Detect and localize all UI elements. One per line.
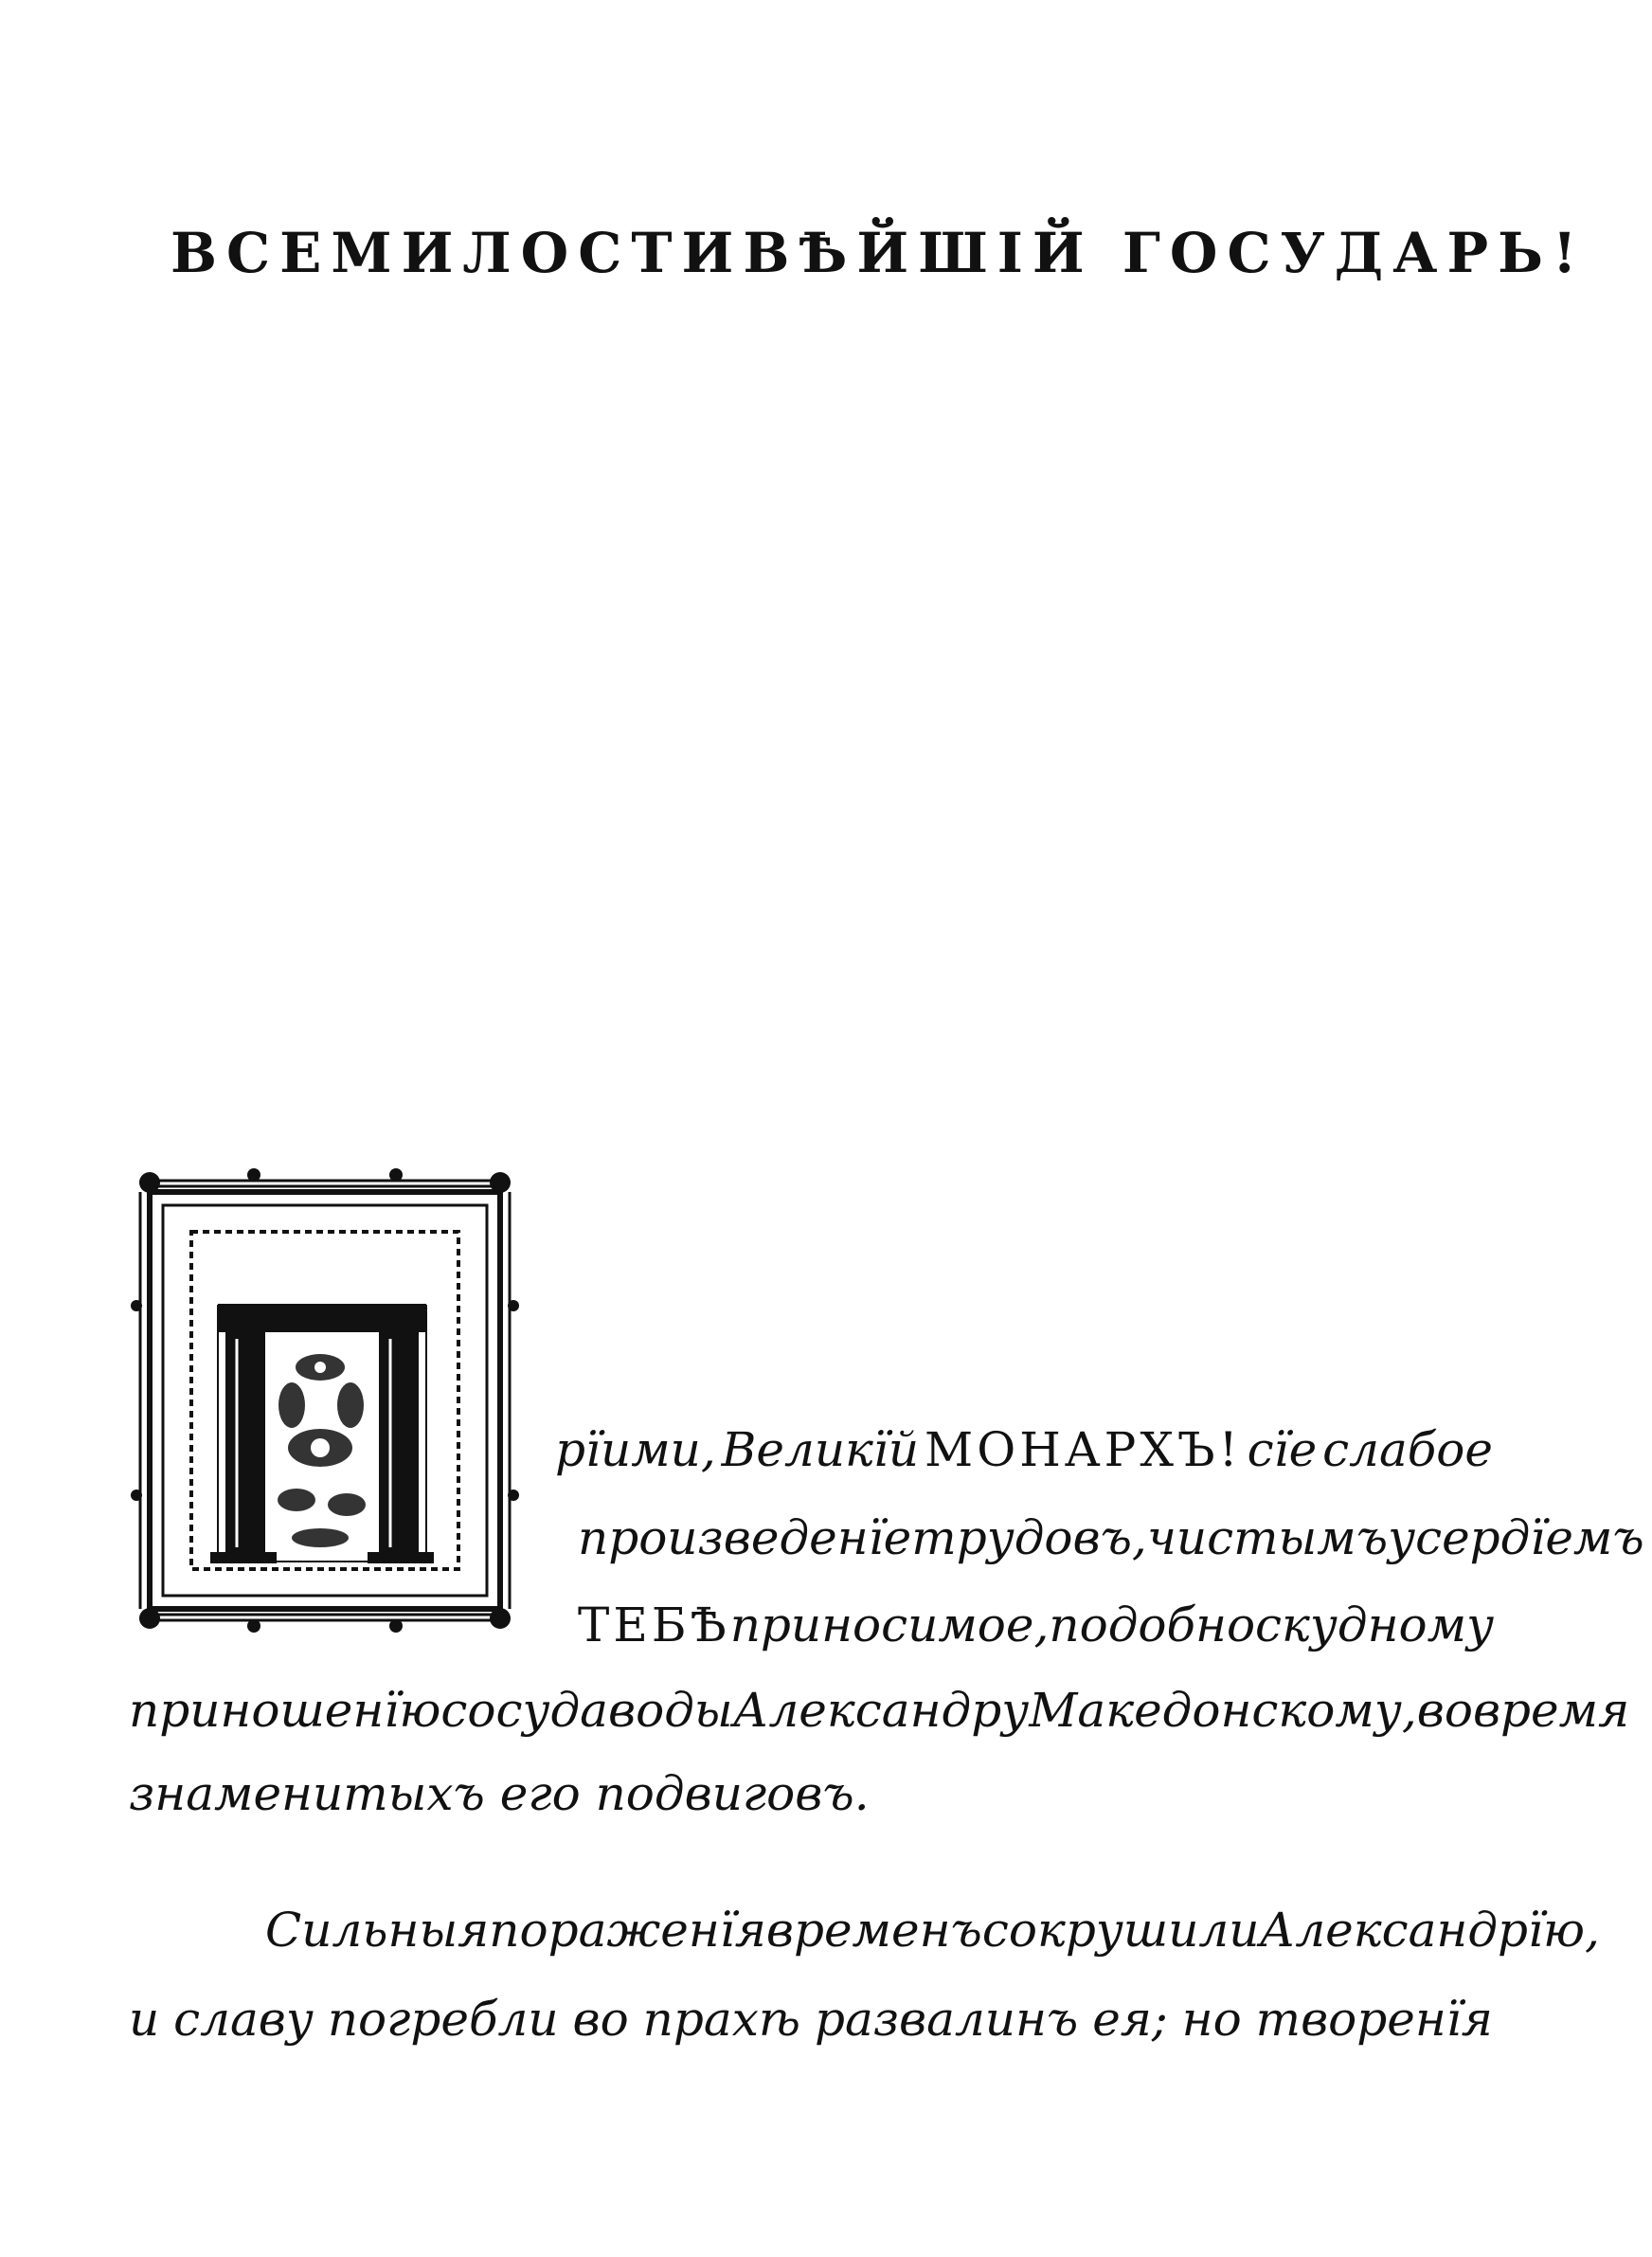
- word: Македонскому,: [1029, 1683, 1417, 1738]
- word: во: [1416, 1683, 1473, 1738]
- word: приношенïю: [129, 1683, 441, 1738]
- word: рïими,: [555, 1422, 716, 1477]
- text-line: [129, 1992, 1493, 2047]
- word: Сильныя: [265, 1903, 490, 1958]
- word: время: [1472, 1683, 1630, 1738]
- word: и: [129, 1992, 160, 2047]
- text-line: знаменитыхъ его подвиговъ.: [129, 1766, 870, 1821]
- word: воды: [607, 1683, 733, 1738]
- text-line: [265, 1903, 1600, 1958]
- word: подобно: [1049, 1598, 1256, 1652]
- word: усердïемъ: [1388, 1510, 1644, 1565]
- word: но: [1181, 1992, 1242, 2047]
- word: развалинъ: [814, 1992, 1079, 2047]
- word: во: [572, 1992, 629, 2047]
- word: прахѣ: [642, 1992, 801, 2047]
- text-line: [578, 1510, 1644, 1565]
- word: Великïй: [721, 1422, 920, 1477]
- decorated-initial: [131, 1164, 529, 1637]
- text-line: [578, 1598, 1495, 1652]
- word: чистымъ: [1146, 1510, 1389, 1565]
- word: ТЕБѢ: [578, 1598, 730, 1652]
- word: сïе: [1247, 1422, 1318, 1477]
- word: сокрушили: [981, 1903, 1260, 1958]
- word: ея;: [1092, 1992, 1168, 2047]
- word: приносимое,: [729, 1598, 1050, 1652]
- page-heading: ВСЕМИЛОСТИВѢЙШІЙ ГОСУДАРЬ!: [171, 221, 1587, 285]
- text-line: [555, 1422, 1493, 1477]
- word: славу: [173, 1992, 314, 2047]
- word: временъ: [765, 1903, 982, 1958]
- word: Александрïю,: [1259, 1903, 1600, 1958]
- text-line: [129, 1683, 1630, 1738]
- word: Александру: [732, 1683, 1030, 1738]
- word: слабое: [1322, 1422, 1493, 1477]
- word: пораженïя: [489, 1903, 766, 1958]
- word: трудовъ,: [911, 1510, 1147, 1565]
- word: МОНАРХЪ!: [925, 1422, 1242, 1477]
- ornamental-frame-icon: [131, 1164, 529, 1637]
- word: творенïя: [1255, 1992, 1493, 2047]
- word: погребли: [327, 1992, 559, 2047]
- word: сосуда: [440, 1683, 608, 1738]
- word: произведенïе: [578, 1510, 912, 1565]
- word: скудному: [1255, 1598, 1495, 1652]
